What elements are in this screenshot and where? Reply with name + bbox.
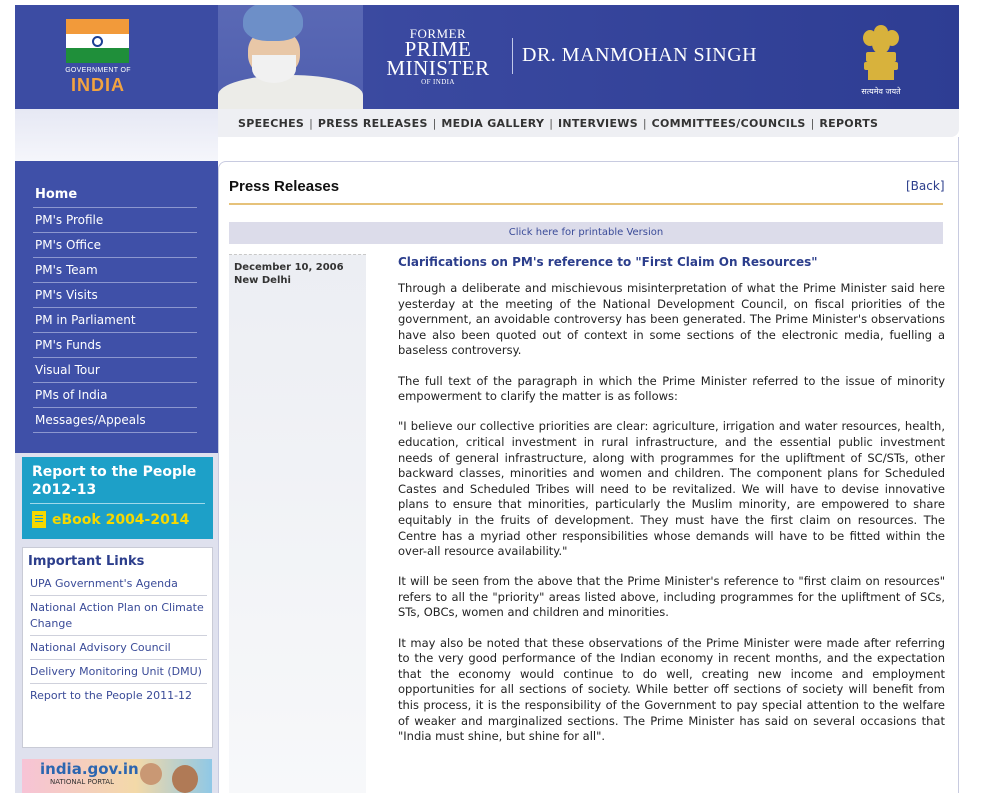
report-title-line1: Report to the People [32,464,197,480]
nav-separator: | [309,116,313,130]
important-links-list [30,576,207,711]
printable-version-link[interactable]: Click here for printable Version [229,222,943,244]
link-national-advisory-council[interactable]: National Advisory Council [30,640,207,660]
back-link[interactable]: [Back] [906,179,945,193]
body-paragraph: "I believe our collective priorities are clear: agriculture, irrigation and water resources, health, education, critical investment in rural infrastructure, and the essential public investment needs of general infrastructure, along with programmes for the upliftment of SC/STs, other backward classes, minorities and women and children. The component plans for Scheduled Castes and Scheduled Tribes will need to be revitalized. We will have to devise innovative plans to ensure that minorities, particularly the Muslim minority, are empowered to share equitably in the fruits of development. They must have the first claim on resources. The Centre has a myriad other responsibilities whose demands will have to be fitted within the over-all resource availability." [398,419,945,559]
link-climate-change-plan[interactable]: National Action Plan on Climate Change [30,600,207,636]
report-divider [30,503,205,504]
body-paragraph: It may also be noted that these observations of the Prime Minister were made after referring to the very good performance of the Indian economy in recent months, and the expectation that the economy would continue to do well, creating new income and employment opportunities for all sections of society. While better off sections of society will benefit from this process, it is the responsibility of the Government to pay special attention to the welfare of weaker and marginalized sections. The Prime Minister has said on several occasions that "India must shine, but shine for all". [398,635,945,744]
title-underline [229,203,943,205]
sidebar-item-pms-visits[interactable]: PM's Visits [33,283,197,308]
nav-media-gallery[interactable]: MEDIA GALLERY [441,116,545,130]
link-report-2011-12[interactable]: Report to the People 2011-12 [30,689,193,702]
sidebar-item-pms-funds[interactable]: PM's Funds [33,333,197,358]
release-date: December 10, 2006 [234,262,344,273]
content-right-border [958,137,959,793]
india-label: INDIA [71,75,125,95]
prime-label: PRIME [404,37,472,61]
minister-label: MINISTER [386,56,490,80]
former-label: FORMER [409,26,467,41]
banner-text: india.gov.in [40,760,139,778]
link-upa-agenda[interactable]: UPA Government's Agenda [30,576,207,596]
banner-person-image [140,763,162,785]
nav-speeches[interactable]: SPEECHES [238,116,305,130]
page-title: Press Releases [229,178,340,195]
report-to-people-box[interactable] [22,457,213,539]
release-place: New Delhi [234,275,291,286]
release-headline: Clarifications on PM's reference to "First Claim On Resources" [398,255,818,269]
pm-portrait [218,5,363,109]
ebook-label: eBook 2004-2014 [52,511,190,528]
banner-subtext: NATIONAL PORTAL [50,778,114,786]
india-gov-banner[interactable] [22,759,212,793]
sidebar-item-pms-office[interactable]: PM's Office [33,233,197,258]
top-navigation [218,109,959,137]
body-paragraph: Through a deliberate and mischievous misinterpretation of what the Prime Minister said here yesterday at the meeting of the National Development Council, on fiscal priorities of the government, an avoidable controversy has been generated. The Prime Minister's observations have also been quoted out of context in some sections of the electronic media, fuelling a baseless controversy. [398,281,945,358]
emblem-caption: सत्यमेव जयते [861,87,901,96]
sidebar-item-pms-profile[interactable]: PM's Profile [33,208,197,233]
sidebar-item-home[interactable]: Home [33,183,197,208]
india-flag-icon [66,19,129,63]
header-divider [512,38,513,74]
nav-separator: | [642,116,647,130]
release-meta [229,254,366,793]
body-paragraph: The full text of the paragraph in which the Prime Minister referred to the issue of minority empowerment to clarify the matter is as follows: [398,373,945,404]
release-dateline [234,261,344,287]
former-pm-title [380,28,496,86]
nav-separator: | [432,116,437,130]
sidebar [15,161,218,453]
report-title [32,463,196,499]
release-body [398,281,945,759]
of-india-label: OF INDIA [421,78,455,86]
goi-label: GOVERNMENT OF [65,67,131,74]
sidebar-menu [33,183,197,433]
sidebar-item-pm-in-parliament[interactable]: PM in Parliament [33,308,197,333]
nav-reports[interactable]: REPORTS [819,116,879,130]
nav-committees-councils[interactable]: COMMITTEES/COUNCILS [651,116,806,130]
ebook-link[interactable] [32,511,189,528]
ebook-icon [32,511,46,528]
report-title-line2: 2012-13 [32,482,97,498]
nav-separator: | [810,116,815,130]
pm-name: DR. MANMOHAN SINGH [522,44,758,66]
important-links-box [22,547,213,748]
sidebar-item-pms-team[interactable]: PM's Team [33,258,197,283]
body-paragraph: It will be seen from the above that the Prime Minister's reference to "first claim on resources" refers to all the "priority" areas listed above, including programmes for the upliftment of SCs, STs, OBCs, women and children and minorities. [398,574,945,620]
nav-interviews[interactable]: INTERVIEWS [557,116,638,130]
nav-separator: | [549,116,553,130]
sidebar-item-messages-appeals[interactable]: Messages/Appeals [33,408,197,433]
banner-person-image [172,765,198,793]
sidebar-item-visual-tour[interactable]: Visual Tour [33,358,197,383]
left-header-panel [15,109,218,161]
sidebar-item-pms-of-india[interactable]: PMs of India [33,383,197,408]
nav-press-releases[interactable]: PRESS RELEASES [317,116,428,130]
link-delivery-monitoring-unit[interactable]: Delivery Monitoring Unit (DMU) [30,664,207,684]
important-links-heading: Important Links [28,554,145,569]
